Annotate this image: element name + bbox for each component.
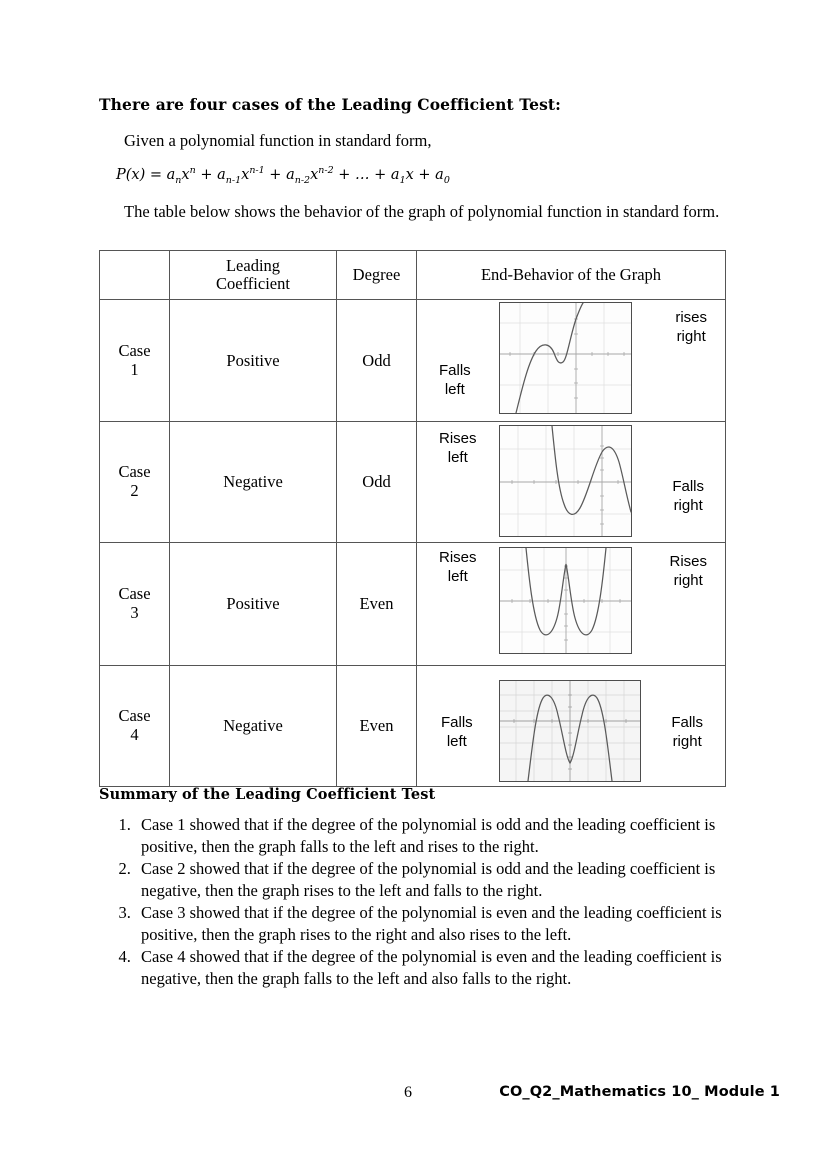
end-behavior-wrap-3: [417, 543, 725, 665]
right-label-2-line2: right: [673, 496, 703, 514]
right-label-3-line1: Rises: [669, 553, 707, 570]
table-row: [100, 422, 726, 543]
table-row: [100, 666, 726, 787]
case-label-4-number: 4: [130, 725, 139, 744]
degree-4: Even: [337, 666, 417, 787]
left-label-2-line1: Rises: [439, 430, 477, 447]
left-label-2: [439, 430, 477, 468]
formula-term-6: $a_0$: [435, 166, 450, 186]
graph-case-4: [499, 680, 641, 782]
table-header-row: [100, 251, 726, 300]
end-behavior-cell-2: [417, 422, 726, 543]
summary-list: [99, 814, 771, 990]
end-behavior-cell-1: [417, 300, 726, 422]
graph-svg-case-3: [500, 548, 631, 653]
right-label-3-line2: right: [673, 571, 703, 589]
formula-equals: =: [149, 166, 163, 183]
case-label-1-number: 1: [130, 359, 139, 379]
case-label-3-number: 3: [130, 603, 139, 622]
end-behavior-cell-4: [417, 666, 726, 787]
degree-1: Odd: [337, 300, 417, 422]
right-label-4-line2: right: [672, 732, 702, 750]
formula-term-5: $a_1x$: [390, 166, 414, 186]
left-label-3: [439, 549, 477, 587]
case-label-3-word: Case: [118, 584, 151, 604]
leading-coefficient-table: [99, 250, 726, 787]
right-label-2-line1: Falls: [672, 478, 704, 495]
list-item: 2. Case 2 showed that if the degree of the polynomial is odd and the leading coefficient is negative, then the graph rises to the left and falls to the right.: [135, 858, 771, 902]
leading-coefficient-2: Negative: [170, 422, 337, 543]
formula-lhs: P(x): [116, 166, 146, 183]
graph-case-3: [499, 547, 632, 654]
graph-svg-case-4: [500, 681, 640, 781]
intro-block: [99, 96, 729, 236]
case-label-2: [100, 422, 170, 543]
list-item: 3. Case 3 showed that if the degree of the polynomial is even and the leading coefficient is positive, then the graph rises to the right and also rises to the left.: [135, 902, 771, 946]
header-case: [100, 251, 170, 300]
case-label-2-number: 2: [130, 481, 139, 500]
case-label-4: [100, 666, 170, 787]
leading-coefficient-1: Positive: [170, 300, 337, 422]
right-label-2: [672, 478, 704, 516]
end-behavior-cell-3: [417, 543, 726, 666]
left-label-4-line1: Falls: [441, 714, 473, 731]
right-label-1-line1: rises: [675, 309, 707, 326]
left-label-1-line2: left: [444, 380, 465, 398]
formula-term-1: $a_nx^n$: [166, 164, 196, 186]
left-label-4-line2: left: [446, 732, 467, 750]
right-label-4: [671, 714, 703, 752]
given-line: Given a polynomial function in standard form,: [124, 130, 432, 150]
left-label-3-line2: left: [447, 567, 468, 585]
end-behavior-wrap-2: [417, 422, 725, 542]
polynomial-formula: $P(x) = a_nx^n + a_{n-1}x^{n-1} + a_{n-2}x^{n-2}$ + … + $a_1x + a_0$: [116, 164, 450, 186]
left-label-1: [439, 362, 471, 400]
leading-coefficient-4: Negative: [170, 666, 337, 787]
graph-case-2: [499, 425, 632, 537]
list-item: 1. Case 1 showed that if the degree of the polynomial is odd and the leading coefficient is positive, then the graph falls to the left and rises to the right.: [135, 814, 771, 858]
right-label-3: [669, 553, 707, 591]
case-label-1: [100, 300, 170, 422]
graph-svg-case-2: [500, 426, 631, 536]
left-label-1-line1: Falls: [439, 362, 471, 379]
summary-heading: Summary of the Leading Coefficient Test: [99, 786, 436, 803]
header-degree: Degree: [337, 251, 417, 300]
end-behavior-wrap-4: [417, 666, 725, 786]
header-leading-coefficient-line1: Leading: [225, 255, 281, 275]
case-label-3: [100, 543, 170, 666]
left-label-3-line1: Rises: [439, 549, 477, 566]
left-label-4: [441, 714, 473, 752]
right-label-1-line2: right: [676, 327, 706, 345]
graph-case-1: [499, 302, 632, 414]
formula-ellipsis: …: [355, 166, 370, 183]
graph-svg-case-1: [500, 303, 631, 413]
page-title: There are four cases of the Leading Coefficient Test:: [99, 95, 562, 114]
leading-coefficient-3: Positive: [170, 543, 337, 666]
case-label-1-word: Case: [118, 340, 151, 360]
header-end-behavior: End-Behavior of the Graph: [417, 251, 726, 300]
page-number: 6: [404, 1084, 412, 1101]
table-row: [100, 300, 726, 422]
formula-term-2: $a_{n-1}x^{n-1}$: [217, 164, 265, 186]
right-label-1: [675, 309, 707, 347]
header-leading-coefficient: [170, 251, 337, 300]
module-identifier: CO_Q2_Mathematics 10_ Module 1: [499, 1084, 780, 1100]
case-label-4-word: Case: [118, 706, 151, 726]
table-intro: The table below shows the behavior of the graph of polynomial function in standard form.: [124, 201, 720, 221]
right-label-4-line1: Falls: [671, 714, 703, 731]
header-leading-coefficient-line2: Coefficient: [216, 274, 290, 293]
degree-3: Even: [337, 543, 417, 666]
end-behavior-wrap-1: [417, 300, 725, 421]
list-item: 4. Case 4 showed that if the degree of the polynomial is even and the leading coefficient is negative, then the graph falls to the left and also falls to the right.: [135, 946, 771, 990]
case-label-2-word: Case: [118, 462, 151, 482]
formula-term-3: $a_{n-2}x^{n-2}$: [286, 164, 334, 186]
degree-2: Odd: [337, 422, 417, 543]
left-label-2-line2: left: [447, 448, 468, 466]
table-row: [100, 543, 726, 666]
